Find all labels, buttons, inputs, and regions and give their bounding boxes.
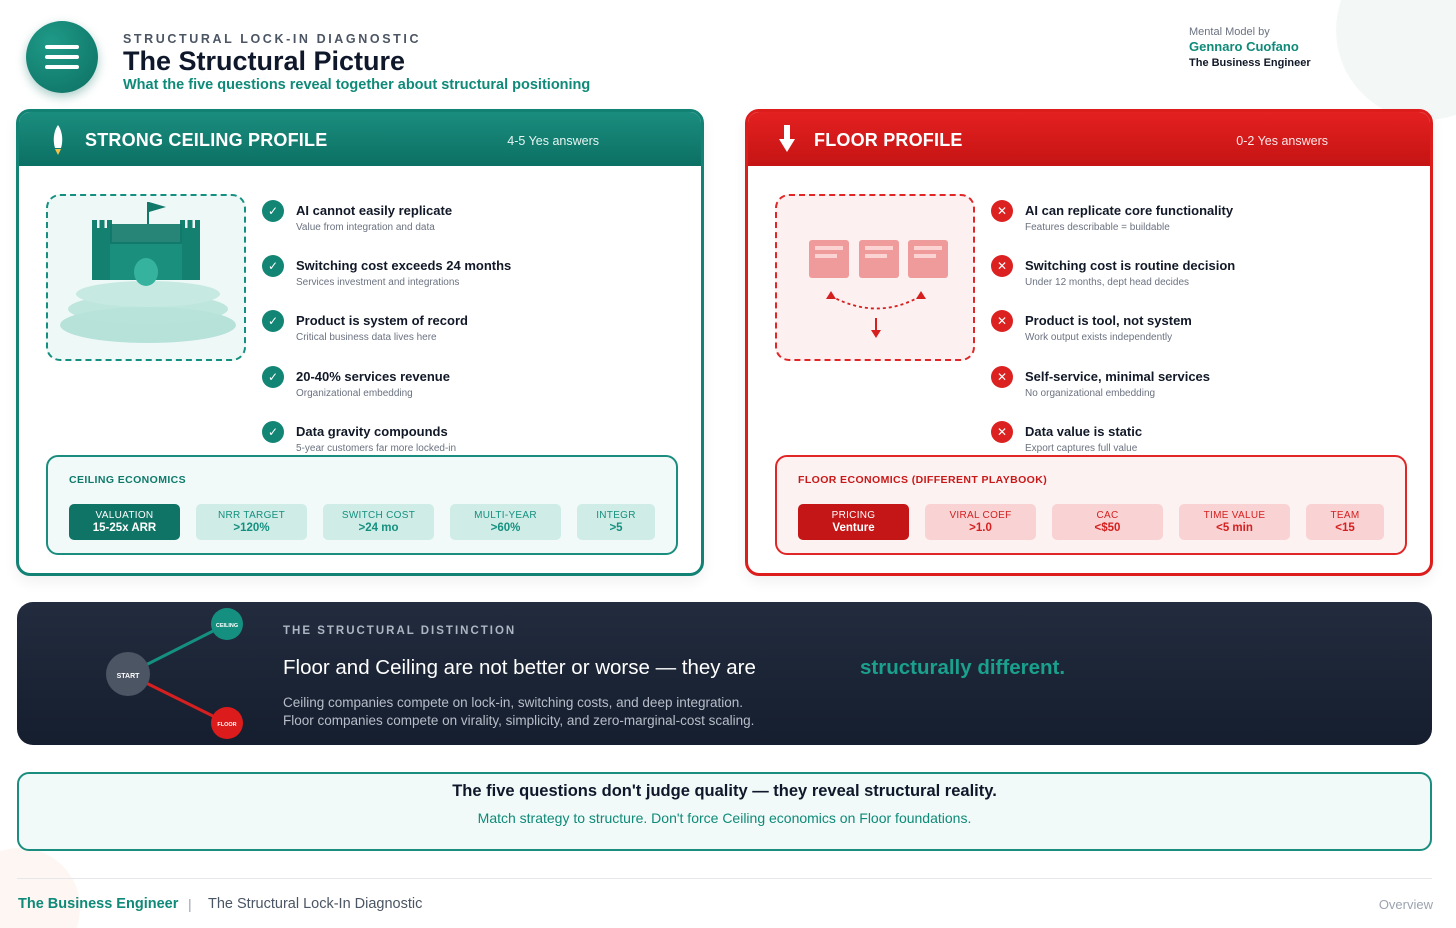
floor-economics-panel <box>775 455 1407 555</box>
attribution-author: Gennaro Cuofano <box>1189 39 1299 55</box>
takeaway-box <box>17 772 1432 851</box>
metric-value: >5 <box>609 522 623 534</box>
interchangeable-blocks-illustration <box>775 194 975 361</box>
metric-chip-time-value[interactable] <box>1179 504 1290 540</box>
metric-chip-team[interactable] <box>1306 504 1384 540</box>
castle-illustration <box>46 194 246 361</box>
ceiling-economics-title: CEILING ECONOMICS <box>69 474 187 486</box>
menu-icon <box>45 55 79 59</box>
checklist-item-subtitle: Work output exists independently <box>1025 332 1173 344</box>
floor-answer-count: 0-2 Yes answers <box>1236 134 1328 148</box>
takeaway-subline: Match strategy to structure. Don't force Ceiling economics on Floor foundations. <box>477 810 972 826</box>
distinction-floor-text: Floor companies compete on virality, simplicity, and zero-marginal-cost scaling. <box>283 713 755 728</box>
floor-title: FLOOR PROFILE <box>814 130 963 150</box>
checklist-item <box>262 310 682 365</box>
checklist-item-title: Data gravity compounds <box>296 423 448 439</box>
x-icon: ✕ <box>991 310 1013 332</box>
menu-button[interactable] <box>26 21 98 93</box>
checklist-item <box>991 200 1411 255</box>
attribution <box>1189 25 1311 70</box>
check-icon: ✓ <box>262 255 284 277</box>
floor-checklist <box>991 200 1411 476</box>
footer-document-title: The Structural Lock-In Diagnostic <box>208 896 423 912</box>
x-icon: ✕ <box>991 421 1013 443</box>
x-icon: ✕ <box>991 255 1013 277</box>
metric-chip-cac[interactable] <box>1052 504 1163 540</box>
checklist-item <box>991 366 1411 421</box>
checklist-item <box>262 255 682 310</box>
distinction-ceiling-text: Ceiling companies compete on lock-in, switching costs, and deep integration. <box>283 695 744 710</box>
metric-value: <$50 <box>1094 522 1121 534</box>
check-icon: ✓ <box>262 200 284 222</box>
metric-chip-multi-year[interactable] <box>450 504 561 540</box>
footer-separator: | <box>188 896 192 912</box>
metric-label: VALUATION <box>95 510 154 521</box>
takeaway-headline: The five questions don't judge quality — they reveal structural reality. <box>452 782 997 800</box>
footer-section-label[interactable]: Overview <box>1378 897 1433 912</box>
ceiling-economics-panel <box>46 455 678 555</box>
arrow-down-icon <box>778 124 796 154</box>
ceiling-node-label: CEILING <box>215 623 239 629</box>
checklist-item-subtitle: Under 12 months, dept head decides <box>1025 277 1189 289</box>
background-decoration <box>0 848 80 928</box>
page-title: The Structural Picture <box>123 46 406 76</box>
ceiling-profile-card <box>16 109 704 576</box>
metric-label: NRR TARGET <box>217 510 286 521</box>
checklist-item-title: 20-40% services revenue <box>296 368 450 384</box>
metric-value: >60% <box>490 522 521 534</box>
check-icon: ✓ <box>262 366 284 388</box>
blocks-icon <box>777 196 973 359</box>
floor-profile-card <box>745 109 1433 576</box>
metric-value: >24 mo <box>358 522 399 534</box>
metric-chip-integr[interactable] <box>577 504 655 540</box>
attribution-publication: The Business Engineer <box>1189 57 1311 70</box>
metric-value: 15-25x ARR <box>92 522 157 534</box>
distinction-headline: Floor and Ceiling are not better or worse — they are <box>283 656 756 679</box>
ceiling-checklist <box>262 200 682 476</box>
floor-card-header <box>748 112 1430 166</box>
ceiling-card-header <box>19 112 701 166</box>
x-icon: ✕ <box>991 200 1013 222</box>
checklist-item-title: Data value is static <box>1025 423 1143 439</box>
footer-divider <box>17 878 1432 879</box>
rocket-icon <box>49 124 67 156</box>
checklist-item-subtitle: Value from integration and data <box>296 222 435 233</box>
checklist-item-title: AI cannot easily replicate <box>296 203 453 218</box>
checklist-item-subtitle: Critical business data lives here <box>296 332 437 344</box>
checklist-item-subtitle: No organizational embedding <box>1025 387 1156 399</box>
metric-label: INTEGR <box>596 510 636 521</box>
checklist-item-title: Switching cost is routine decision <box>1025 258 1236 274</box>
metric-value: <5 min <box>1216 522 1253 534</box>
metric-value: >1.0 <box>969 522 992 534</box>
checklist-item-title: Switching cost exceeds 24 months <box>296 258 512 274</box>
x-icon: ✕ <box>991 366 1013 388</box>
floor-economics-title: FLOOR ECONOMICS (DIFFERENT PLAYBOOK) <box>798 474 1048 486</box>
metric-label: TEAM <box>1330 510 1360 521</box>
checklist-item <box>262 200 682 255</box>
metric-value: >120% <box>233 522 270 534</box>
checklist-item <box>991 310 1411 365</box>
metric-value: Venture <box>832 522 875 534</box>
distinction-kicker: THE STRUCTURAL DISTINCTION <box>283 625 517 637</box>
menu-icon <box>45 65 79 69</box>
metric-label: TIME VALUE <box>1203 510 1266 521</box>
check-icon: ✓ <box>262 421 284 443</box>
footer-brand-link[interactable]: The Business Engineer <box>18 896 179 912</box>
checklist-item-subtitle: 5-year customers far more locked-in <box>296 442 457 454</box>
checklist-item-subtitle: Organizational embedding <box>296 387 413 399</box>
distinction-headline-accent: structurally different. <box>860 656 1066 679</box>
ceiling-answer-count: 4-5 Yes answers <box>507 134 599 148</box>
metric-value: <15 <box>1335 522 1355 534</box>
metric-chip-switch-cost[interactable] <box>323 504 434 540</box>
metric-chip-pricing[interactable] <box>798 504 909 540</box>
checklist-item-title: Product is tool, not system <box>1025 313 1192 329</box>
menu-icon <box>45 45 79 49</box>
metric-label: SWITCH COST <box>341 510 416 521</box>
metric-chip-viral-coef[interactable] <box>925 504 1036 540</box>
metric-label: PRICING <box>831 510 876 521</box>
ceiling-title: STRONG CEILING PROFILE <box>85 130 328 150</box>
background-decoration <box>1336 0 1456 120</box>
checklist-item-title: Self-service, minimal services <box>1025 368 1211 384</box>
header-kicker: STRUCTURAL LOCK-IN DIAGNOSTIC <box>123 32 422 46</box>
checklist-item-title: AI can replicate core functionality <box>1025 203 1234 218</box>
page-subtitle: What the five questions reveal together about structural positioning <box>123 77 591 93</box>
start-node-label: START <box>116 673 140 680</box>
branch-diagram <box>17 602 257 745</box>
checklist-item <box>991 255 1411 310</box>
checklist-item-subtitle: Features describable = buildable <box>1025 222 1170 233</box>
metric-chip-nrr-target[interactable] <box>196 504 307 540</box>
check-icon: ✓ <box>262 310 284 332</box>
metric-label: MULTI-YEAR <box>474 510 537 521</box>
checklist-item-subtitle: Services investment and integrations <box>296 277 460 289</box>
checklist-item <box>262 366 682 421</box>
checklist-item-title: Product is system of record <box>296 313 468 329</box>
metric-label: VIRAL COEF <box>949 510 1012 521</box>
structural-distinction-panel <box>17 602 1432 745</box>
metric-chip-valuation[interactable] <box>69 504 180 540</box>
castle-icon <box>48 196 244 359</box>
metric-label: CAC <box>1096 510 1119 521</box>
floor-node-label: FLOOR <box>217 722 237 728</box>
attribution-label: Mental Model by <box>1189 26 1270 38</box>
checklist-item-subtitle: Export captures full value <box>1025 442 1138 454</box>
